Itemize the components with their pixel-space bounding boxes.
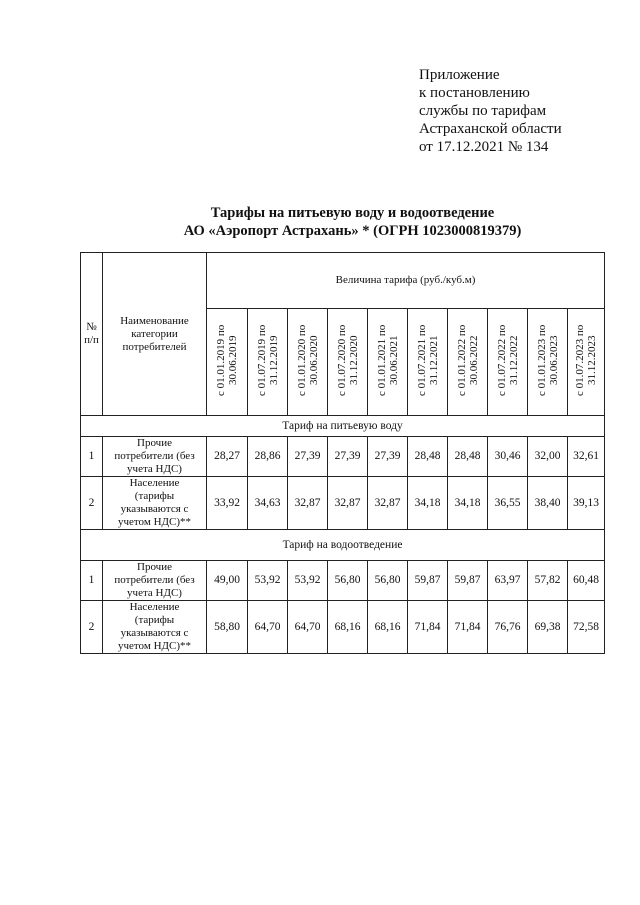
tariff-value: 68,16 — [328, 601, 368, 654]
tariff-value: 36,55 — [488, 477, 528, 530]
tariff-value: 59,87 — [408, 561, 448, 601]
appendix-block — [419, 66, 599, 156]
tariff-value: 39,13 — [568, 477, 605, 530]
tariff-value: 60,48 — [568, 561, 605, 601]
tariff-value: 53,92 — [248, 561, 288, 601]
period-label: с 01.01.2019 по 30.06.2019 — [215, 324, 239, 396]
tariff-value: 27,39 — [368, 437, 408, 477]
section-row — [81, 530, 605, 561]
tariff-value: 72,58 — [568, 601, 605, 654]
tariff-value: 76,76 — [488, 601, 528, 654]
tariff-value: 27,39 — [328, 437, 368, 477]
tariff-value: 32,87 — [288, 477, 328, 530]
appendix-line: Приложение — [419, 67, 500, 83]
row-number: 1 — [81, 437, 103, 477]
section-row — [81, 416, 605, 437]
document-title — [100, 204, 605, 240]
table-row — [81, 437, 605, 477]
period-label: с 01.07.2021 по 31.12.2021 — [415, 324, 440, 396]
tariff-value: 64,70 — [248, 601, 288, 654]
row-number: 1 — [81, 561, 103, 601]
header-row — [81, 253, 605, 309]
tariff-value: 38,40 — [528, 477, 568, 530]
tariff-value: 34,18 — [408, 477, 448, 530]
table-row — [81, 561, 605, 601]
period-header — [408, 309, 448, 416]
tariff-value: 56,80 — [328, 561, 368, 601]
tariff-value: 34,18 — [448, 477, 488, 530]
tariff-value: 32,87 — [368, 477, 408, 530]
tariff-value: 59,87 — [448, 561, 488, 601]
tariff-value: 28,48 — [448, 437, 488, 477]
table-row — [81, 601, 605, 654]
appendix-line: от 17.12.2021 № 134 — [419, 139, 549, 155]
row-category: Население (тарифы указываются с учетом НДС)** — [103, 601, 207, 654]
period-label: с 01.01.2022 по 30.06.2022 — [455, 324, 480, 396]
tariff-table — [80, 252, 605, 654]
appendix-line: к постановлению — [419, 85, 530, 101]
section-title: Тариф на водоотведение — [81, 530, 605, 561]
tariff-value: 63,97 — [488, 561, 528, 601]
tariff-value: 56,80 — [368, 561, 408, 601]
header-category: Наименование категории потребителей — [103, 253, 207, 416]
period-header — [288, 309, 328, 416]
section-title: Тариф на питьевую воду — [81, 416, 605, 437]
tariff-value: 32,87 — [328, 477, 368, 530]
period-header — [328, 309, 368, 416]
tariff-value: 28,86 — [248, 437, 288, 477]
row-category: Население (тарифы указываются с учетом НДС)** — [103, 477, 207, 530]
tariff-value: 64,70 — [288, 601, 328, 654]
period-label: с 01.07.2023 по 31.12.2023 — [574, 324, 598, 396]
period-header — [488, 309, 528, 416]
period-header — [528, 309, 568, 416]
period-label: с 01.07.2020 по 31.12.2020 — [335, 324, 360, 396]
period-header — [368, 309, 408, 416]
period-label: с 01.07.2019 по 31.12.2019 — [255, 324, 280, 396]
tariff-value: 30,46 — [488, 437, 528, 477]
period-label: с 01.01.2021 по 30.06.2021 — [375, 324, 400, 396]
period-label: с 01.01.2023 по 30.06.2023 — [535, 324, 560, 396]
period-header — [448, 309, 488, 416]
appendix-line: Астраханской области — [419, 121, 562, 137]
period-header — [248, 309, 288, 416]
header-group: Величина тарифа (руб./куб.м) — [207, 253, 605, 309]
tariff-value: 28,48 — [408, 437, 448, 477]
period-header — [207, 309, 248, 416]
tariff-value: 53,92 — [288, 561, 328, 601]
row-number: 2 — [81, 601, 103, 654]
tariff-value: 68,16 — [368, 601, 408, 654]
tariff-value: 32,61 — [568, 437, 605, 477]
tariff-value: 69,38 — [528, 601, 568, 654]
row-category: Прочие потребители (без учета НДС) — [103, 561, 207, 601]
table-row — [81, 477, 605, 530]
period-label: с 01.07.2022 по 31.12.2022 — [495, 324, 520, 396]
tariff-value: 49,00 — [207, 561, 248, 601]
tariff-value: 58,80 — [207, 601, 248, 654]
title-line-1: Тарифы на питьевую воду и водоотведение — [210, 205, 495, 221]
header-num: № п/п — [81, 253, 103, 416]
period-header — [568, 309, 605, 416]
tariff-value: 71,84 — [448, 601, 488, 654]
title-line-2: АО «Аэропорт Астрахань» * (ОГРН 1023000819379) — [183, 223, 522, 239]
tariff-value: 28,27 — [207, 437, 248, 477]
tariff-value: 57,82 — [528, 561, 568, 601]
tariff-value: 27,39 — [288, 437, 328, 477]
tariff-value: 32,00 — [528, 437, 568, 477]
period-label: с 01.01.2020 по 30.06.2020 — [295, 324, 320, 396]
table-body — [81, 253, 605, 654]
row-number: 2 — [81, 477, 103, 530]
tariff-value: 71,84 — [408, 601, 448, 654]
tariff-value: 34,63 — [248, 477, 288, 530]
appendix-line: службы по тарифам — [419, 103, 547, 119]
row-category: Прочие потребители (без учета НДС) — [103, 437, 207, 477]
tariff-value: 33,92 — [207, 477, 248, 530]
